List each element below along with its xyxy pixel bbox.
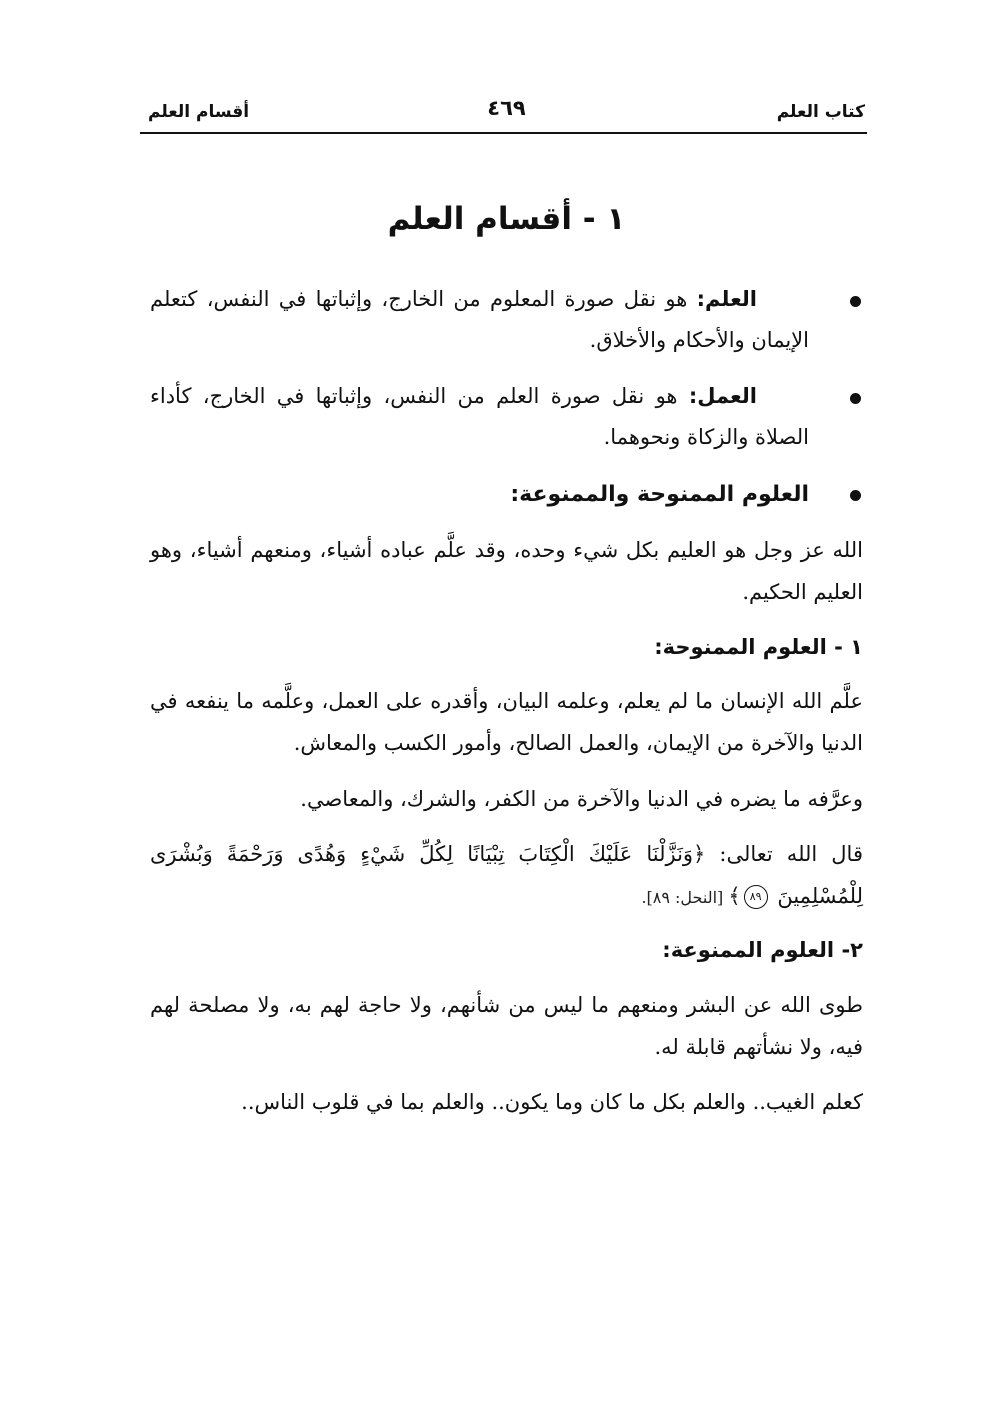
bullet-term: العلوم الممنوحة والممنوعة: — [510, 481, 809, 507]
section-heading-withheld: ٢- العلوم الممنوعة: — [662, 938, 863, 963]
bullet-text — [150, 473, 809, 517]
bullet-action — [150, 376, 863, 459]
page-body — [150, 196, 863, 1138]
bullet-term: العلم: — [696, 286, 757, 311]
verse-reference: [النحل: ٨٩]. — [641, 887, 729, 907]
granted-paragraph-1: علَّم الله الإنسان ما لم يعلم، وعلمه البيان، وأقدره على العمل، وعلَّمه ما ينفعه في الدنيا والآخرة من الإيمان، والعمل الصالح، وأمور الكسب والمعاش. — [150, 689, 863, 755]
bullet-definition: هو نقل صورة العلم من النفس، وإثباتها في الخارج، كأداء الصلاة والزكاة ونحوهما. — [150, 383, 809, 450]
header-rule — [140, 132, 867, 134]
quran-verse: ﴿وَنَزَّلْنَا عَلَيْكَ الْكِتَابَ تِبْيَانًا لِكُلِّ شَيْءٍ وَهُدًى وَرَحْمَةً وَبُشْرَى لِلْمُسْلِمِينَ — [150, 842, 863, 908]
section-heading-granted: ١ - العلوم الممنوحة: — [654, 634, 863, 659]
ayah-number-badge: ٨٩ — [744, 885, 768, 909]
running-header — [148, 96, 865, 130]
withheld-paragraph-1: طوى الله عن البشر ومنعهم ما ليس من شأنهم، ولا حاجة لهم به، ولا مصلحة لهم فيه، ولا نشأتهم قابلة له. — [150, 993, 863, 1059]
bullet-dot-icon — [850, 490, 861, 501]
quote-lead: قال الله تعالى: — [705, 842, 863, 867]
bullet-knowledge — [150, 279, 863, 362]
quran-close-bracket: ﴾ — [728, 883, 741, 908]
bullet-text — [150, 279, 809, 362]
quran-quote-paragraph — [150, 834, 863, 917]
granted-paragraph-2: وعرَّفه ما يضره في الدنيا والآخرة من الكفر، والشرك، والمعاصي. — [300, 786, 863, 811]
bullet-dot-icon — [850, 393, 861, 404]
bullet-definition: هو نقل صورة المعلوم من الخارج، وإثباتها في النفس، كتعلم الإيمان والأحكام والأخلاق. — [150, 286, 809, 353]
bullet-term: العمل: — [688, 383, 757, 408]
intro-paragraph: الله عز وجل هو العليم بكل شيء وحده، وقد علَّم عباده أشياء، ومنعهم أشياء، وهو العليم الحكيم. — [150, 538, 863, 604]
chapter-title: ١ - أقسام العلم — [387, 201, 626, 237]
page-number: ٤٦٩ — [487, 96, 526, 120]
bullet-text — [150, 376, 809, 459]
bullet-granted-withheld — [150, 473, 863, 517]
withheld-paragraph-2: كعلم الغيب.. والعلم بكل ما كان وما يكون.. والعلم بما في قلوب الناس.. — [241, 1090, 863, 1115]
header-chapter-title: أقسام العلم — [148, 102, 250, 122]
bullet-dot-icon — [850, 296, 861, 307]
header-book-title: كتاب العلم — [776, 102, 865, 122]
